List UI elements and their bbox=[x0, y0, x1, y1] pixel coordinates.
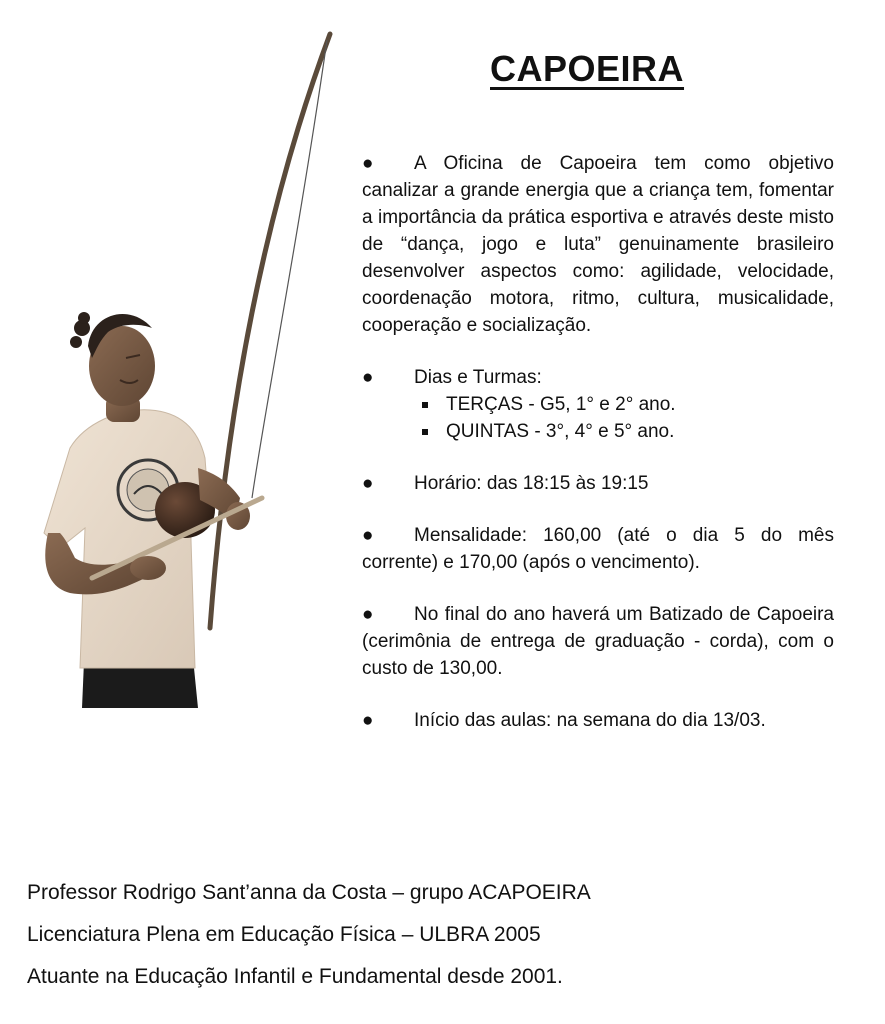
class-item-label: QUINTAS - 3°, 4° e 5° ano. bbox=[446, 421, 675, 442]
bullet-icon: ● bbox=[362, 153, 374, 174]
schedule-heading: Dias e Turmas: bbox=[414, 367, 542, 388]
batizado-paragraph bbox=[362, 601, 834, 682]
class-item-label: TERÇAS - G5, 1° e 2° ano. bbox=[446, 394, 676, 415]
bullet-icon: ● bbox=[362, 710, 374, 731]
batizado-text: No final do ano haverá um Batizado de Capoeira (cerimônia de entrega de graduação - corda), com o custo de 130,00. bbox=[362, 604, 834, 679]
square-bullet-icon bbox=[422, 429, 428, 435]
start-text: Início das aulas: na semana do dia 13/03. bbox=[414, 710, 766, 731]
bullet-icon: ● bbox=[362, 604, 374, 625]
fee-paragraph bbox=[362, 522, 834, 576]
square-bullet-icon bbox=[422, 402, 428, 408]
teacher-name-line: Professor Rodrigo Sant’anna da Costa – grupo ACAPOEIRA bbox=[27, 881, 591, 904]
class-item-tuesdays bbox=[362, 391, 834, 418]
class-list bbox=[362, 391, 834, 445]
objective-paragraph bbox=[362, 150, 834, 339]
bullet-icon: ● bbox=[362, 525, 374, 546]
capoeira-teacher-photo bbox=[30, 28, 350, 718]
hours-text: Horário: das 18:15 às 19:15 bbox=[414, 473, 649, 494]
info-list bbox=[362, 150, 834, 734]
berimbau-bow bbox=[210, 34, 330, 628]
schedule-section bbox=[362, 364, 834, 445]
hours-paragraph bbox=[362, 470, 834, 497]
start-paragraph bbox=[362, 707, 834, 734]
fee-text: Mensalidade: 160,00 (até o dia 5 do mês corrente) e 170,00 (após o vencimento). bbox=[362, 525, 834, 573]
objective-text: A Oficina de Capoeira tem como objetivo canalizar a grande energia que a criança tem, fomentar a importância da prática esportiva e através deste misto de “dança, jogo e luta” genuinamente brasileiro desenvolver aspectos como: agilidade, velocidade, coordenação motora, ritmo, cultura, musicalidade, cooperação e socialização. bbox=[362, 153, 834, 336]
teacher-credentials bbox=[27, 872, 591, 998]
experience-line: Atuante na Educação Infantil e Fundamental desde 2001. bbox=[27, 965, 563, 988]
class-item-thursdays bbox=[362, 418, 834, 445]
degree-line: Licenciatura Plena em Educação Física – ULBRA 2005 bbox=[27, 923, 541, 946]
page-title: CAPOEIRA bbox=[490, 48, 685, 89]
bullet-icon: ● bbox=[362, 367, 374, 388]
bullet-icon: ● bbox=[362, 473, 374, 494]
